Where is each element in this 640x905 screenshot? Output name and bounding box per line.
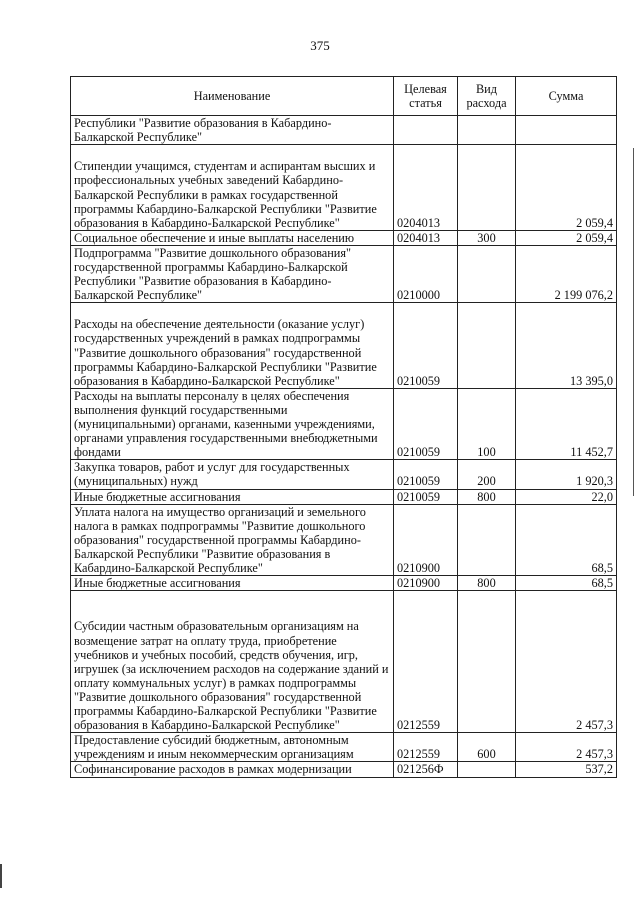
row-expense-type-cell xyxy=(458,116,516,145)
row-sum-cell: 2 457,3 xyxy=(516,733,617,762)
table-header-row xyxy=(71,77,617,116)
row-name-cell: Расходы на обеспечение деятельности (оказание услуг) государственных учреждений в рамках подпрограммы "Развитие дошкольного образования" государственной программы Кабардино-Балкарской Республики "Развитие образования в Кабардино-Балкарской Республике" xyxy=(71,303,394,389)
table-row xyxy=(71,116,617,145)
row-expense-type-cell: 800 xyxy=(458,489,516,504)
row-sum-cell: 1 920,3 xyxy=(516,460,617,489)
row-expense-type-cell: 600 xyxy=(458,733,516,762)
table-row xyxy=(71,576,617,591)
table-row xyxy=(71,489,617,504)
row-sum-cell: 2 199 076,2 xyxy=(516,245,617,302)
row-target-article-cell: 0212559 xyxy=(394,733,458,762)
row-name-cell: Предоставление субсидий бюджетным, автономным учреждениям и иным некоммерческим организациям xyxy=(71,733,394,762)
column-header-expense-type: Вид расхода xyxy=(458,77,516,116)
row-expense-type-cell xyxy=(458,762,516,777)
row-target-article-cell: 0210059 xyxy=(394,388,458,460)
table-row xyxy=(71,460,617,489)
row-target-article-cell: 0204013 xyxy=(394,145,458,231)
table-row xyxy=(71,591,617,733)
table-row xyxy=(71,388,617,460)
page-number: 375 xyxy=(310,38,330,53)
row-expense-type-cell: 100 xyxy=(458,388,516,460)
row-expense-type-cell xyxy=(458,245,516,302)
table-row xyxy=(71,504,617,576)
row-target-article-cell: 0210059 xyxy=(394,303,458,389)
row-sum-cell: 22,0 xyxy=(516,489,617,504)
row-expense-type-cell: 800 xyxy=(458,576,516,591)
row-target-article-cell: 0212559 xyxy=(394,591,458,733)
row-expense-type-cell xyxy=(458,303,516,389)
row-sum-cell: 13 395,0 xyxy=(516,303,617,389)
row-name-cell: Иные бюджетные ассигнования xyxy=(71,489,394,504)
row-target-article-cell xyxy=(394,116,458,145)
row-target-article-cell: 0210059 xyxy=(394,460,458,489)
scan-edge-line xyxy=(633,148,634,496)
row-sum-cell: 11 452,7 xyxy=(516,388,617,460)
row-sum-cell: 68,5 xyxy=(516,576,617,591)
table-row xyxy=(71,303,617,389)
row-name-cell: Закупка товаров, работ и услуг для государственных (муниципальных) нужд xyxy=(71,460,394,489)
column-header-name: Наименование xyxy=(71,77,394,116)
row-expense-type-cell xyxy=(458,504,516,576)
row-expense-type-cell xyxy=(458,591,516,733)
row-sum-cell: 2 059,4 xyxy=(516,145,617,231)
row-sum-cell: 68,5 xyxy=(516,504,617,576)
row-name-cell: Расходы на выплаты персоналу в целях обеспечения выполнения функций государственными (муниципальными) органами, казенными учреждениями, органами управления государственными внебюджетными фондами xyxy=(71,388,394,460)
row-expense-type-cell xyxy=(458,145,516,231)
scan-edge-mark xyxy=(0,864,2,888)
table-row xyxy=(71,762,617,777)
table-row xyxy=(71,145,617,231)
row-target-article-cell: 0210900 xyxy=(394,576,458,591)
row-target-article-cell: 021256Ф xyxy=(394,762,458,777)
row-name-cell: Республики "Развитие образования в Кабардино-Балкарской Республике" xyxy=(71,116,394,145)
row-target-article-cell: 0210900 xyxy=(394,504,458,576)
column-header-target-article: Целевая статья xyxy=(394,77,458,116)
table-row xyxy=(71,733,617,762)
row-name-cell: Социальное обеспечение и иные выплаты населению xyxy=(71,230,394,245)
row-sum-cell xyxy=(516,116,617,145)
row-sum-cell: 2 457,3 xyxy=(516,591,617,733)
column-header-sum: Сумма xyxy=(516,77,617,116)
row-name-cell: Софинансирование расходов в рамках модернизации xyxy=(71,762,394,777)
row-target-article-cell: 0204013 xyxy=(394,230,458,245)
budget-table xyxy=(70,76,617,778)
row-target-article-cell: 0210059 xyxy=(394,489,458,504)
row-sum-cell: 2 059,4 xyxy=(516,230,617,245)
row-name-cell: Стипендии учащимся, студентам и аспирантам высших и профессиональных учебных заведений Кабардино-Балкарской Республики в рамках государственной программы Кабардино-Балкарской Республики "Развитие образования в Кабардино-Балкарской Республике" xyxy=(71,145,394,231)
row-name-cell: Иные бюджетные ассигнования xyxy=(71,576,394,591)
row-name-cell: Субсидии частным образовательным организациям на возмещение затрат на оплату труда, приобретение учебников и учебных пособий, средств обучения, игр, игрушек (за исключением расходов на содержание зданий и оплату коммунальных услуг) в рамках подпрограммы "Развитие дошкольного образования" государственной программы Кабардино-Балкарской Республики "Развитие образования в Кабардино-Балкарской Республике" xyxy=(71,591,394,733)
row-target-article-cell: 0210000 xyxy=(394,245,458,302)
table-row xyxy=(71,245,617,302)
table-body xyxy=(71,116,617,778)
row-sum-cell: 537,2 xyxy=(516,762,617,777)
row-expense-type-cell: 300 xyxy=(458,230,516,245)
row-name-cell: Уплата налога на имущество организаций и земельного налога в рамках подпрограммы "Развитие дошкольного образования" государственной программы Кабардино-Балкарской Республики "Развитие образования в Кабардино-Балкарской Республике" xyxy=(71,504,394,576)
row-expense-type-cell: 200 xyxy=(458,460,516,489)
table-row xyxy=(71,230,617,245)
row-name-cell: Подпрограмма "Развитие дошкольного образования" государственной программы Кабардино-Балкарской Республики "Развитие образования в Кабардино-Балкарской Республике" xyxy=(71,245,394,302)
